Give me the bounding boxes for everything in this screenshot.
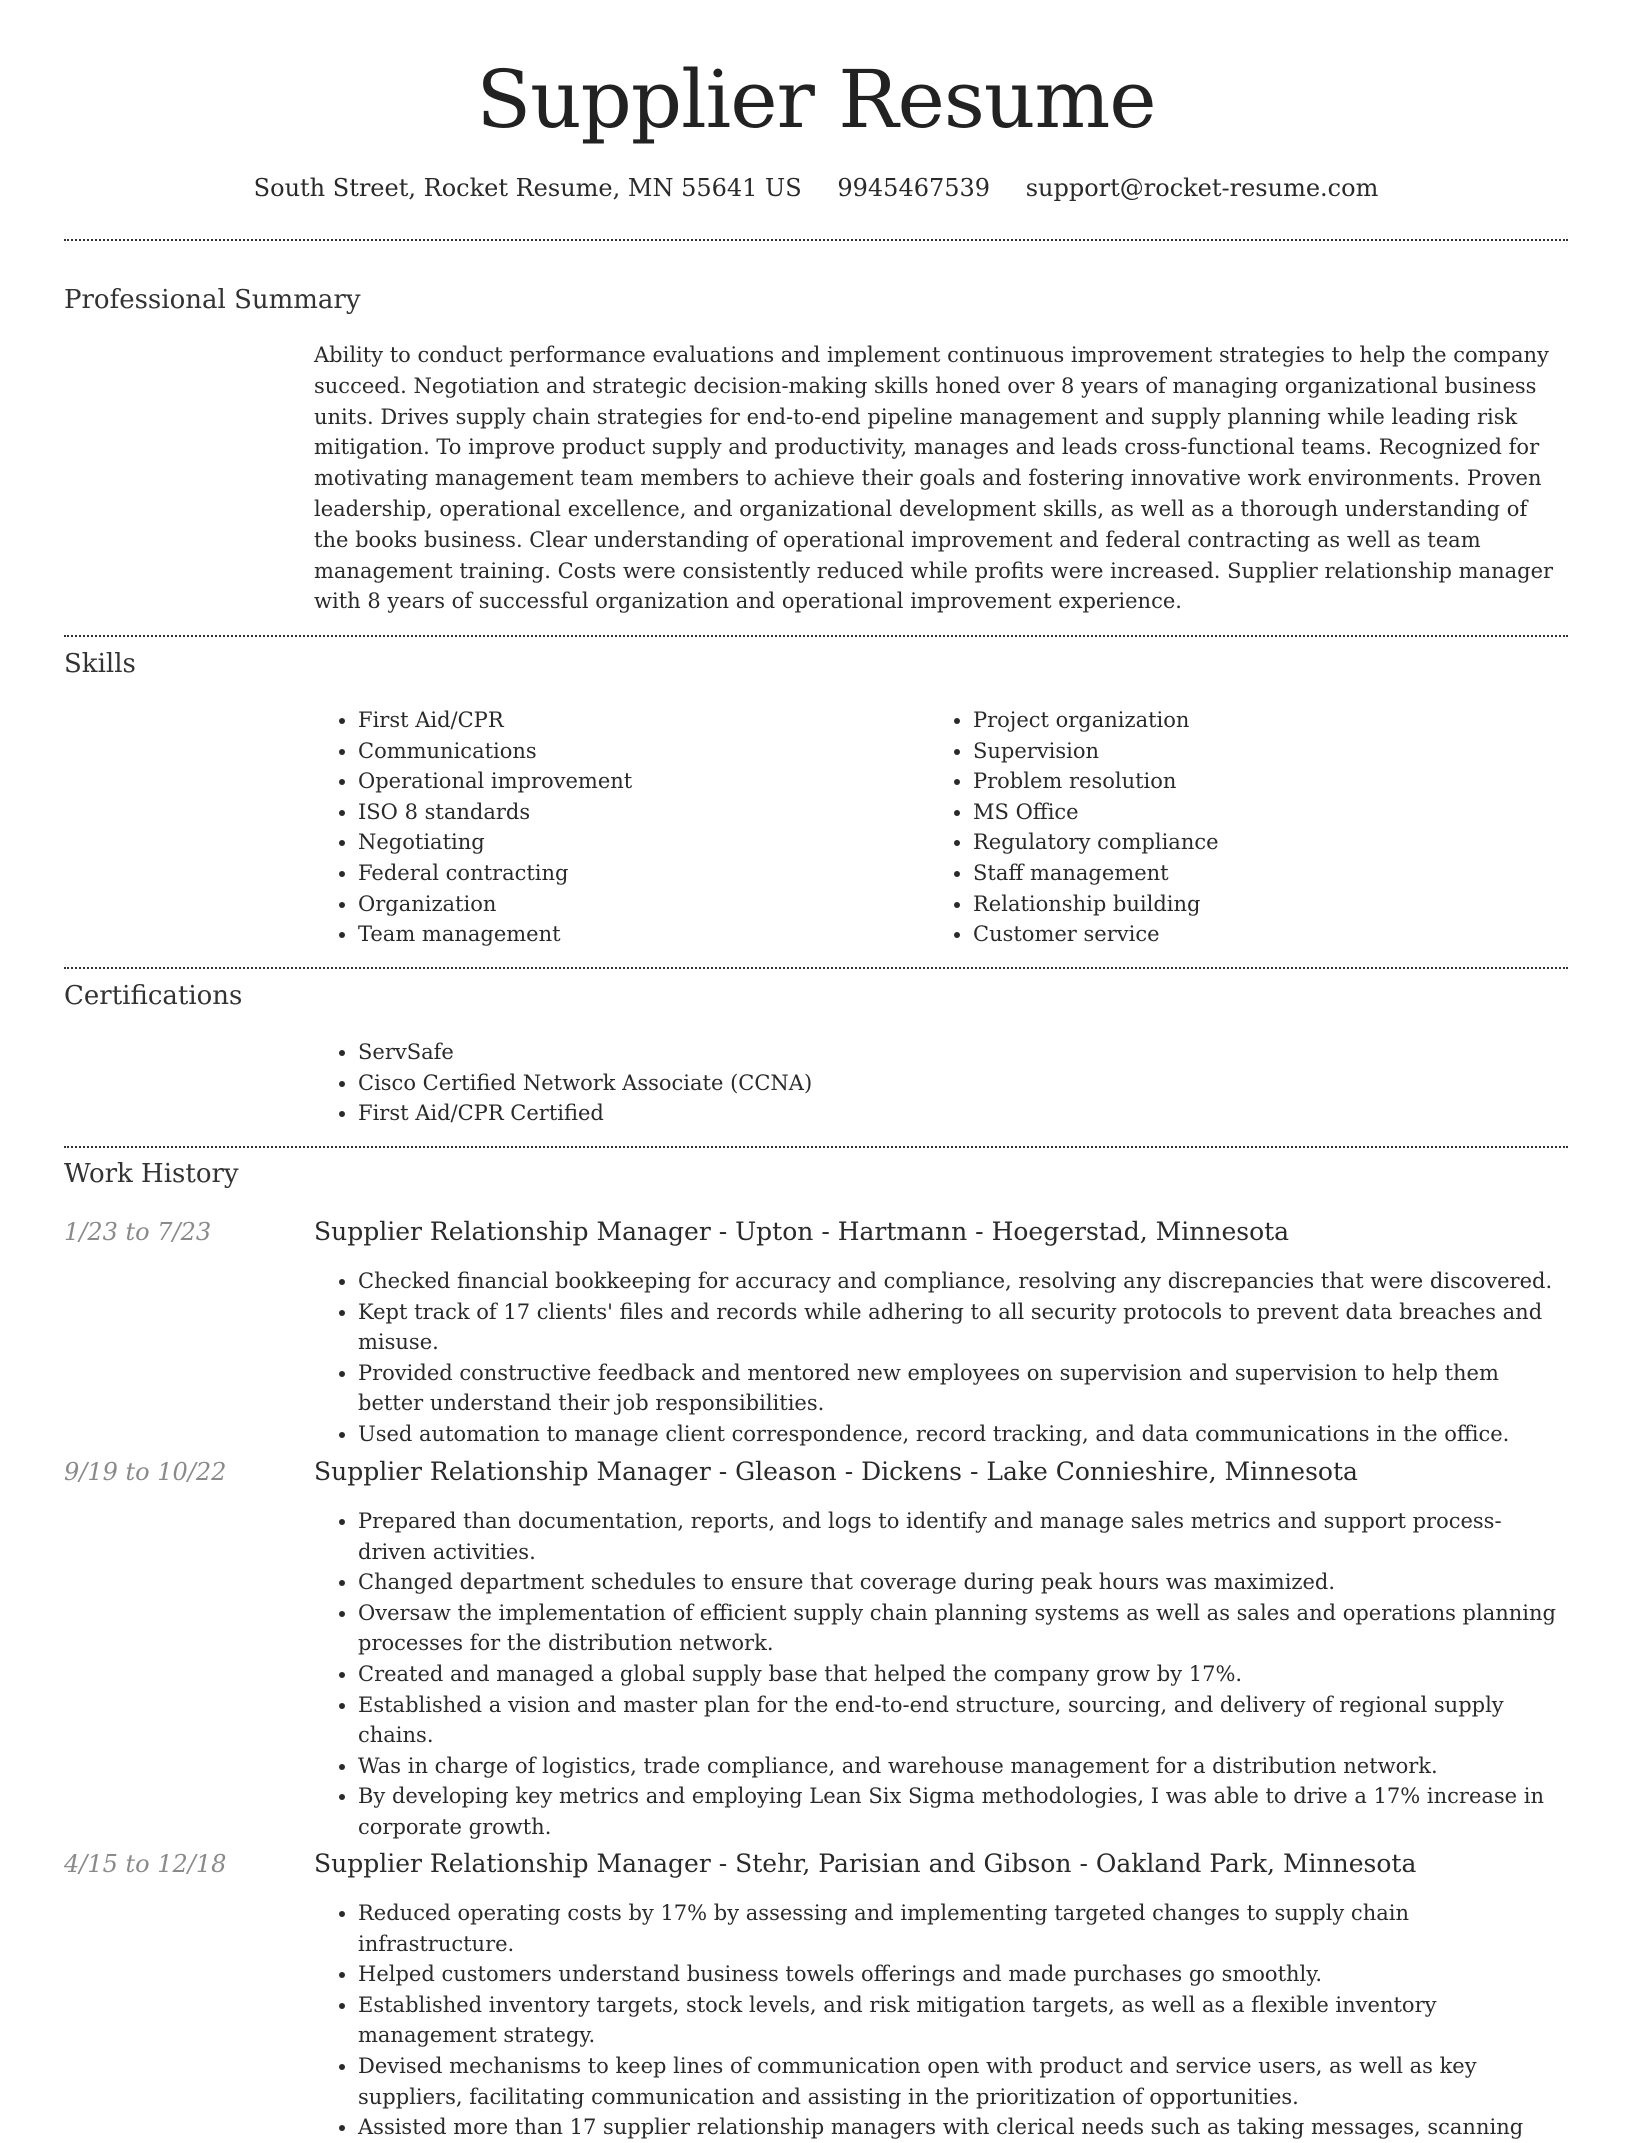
summary-text: Ability to conduct performance evaluations and implement continuous improvement strategies to help the company succeed. Negotiation and strategic decision-making skills honed over 8 years of managing organizational business units. Drives supply chain strategies for end-to-end pipeline management and supply planning while leading risk mitigation. To improve product supply and productivity, manages and leads cross-functional teams. Recognized for motivating management team members to achieve their goals and fostering innovative work environments. Proven leadership, operational excellence, and organizational development skills, as well as a thorough understanding of the books business. Clear understanding of operational improvement and federal contracting as well as team management training. Costs were consistently reduced while profits were increased. Supplier relationship manager with 8 years of successful organization and operational improvement experience.: [314, 343, 1554, 614]
job-responsibilities: [314, 1506, 1568, 1843]
contact-email: support@rocket-resume.com: [1025, 174, 1379, 202]
job-responsibilities: [314, 1266, 1568, 1450]
job-bullet: • Checked financial bookkeeping for accuracy and compliance, resolving any discrepancies that were discovered.: [358, 1266, 1568, 1297]
skill-item: • First Aid/CPR: [358, 705, 929, 736]
summary-section: [314, 340, 1568, 617]
job-bullet: • Prepared than documentation, reports, and logs to identify and manage sales metrics and support process-driven activities.: [358, 1506, 1568, 1567]
job-title: Supplier Relationship Manager - Upton - Hartmann - Hoegerstad, Minnesota: [314, 1217, 1290, 1246]
skill-item: • Project organization: [973, 705, 1544, 736]
certification-item: • First Aid/CPR Certified: [358, 1098, 1568, 1129]
skill-item: • Negotiating: [358, 827, 929, 858]
work-history-heading: Work History: [64, 1159, 239, 1189]
job-dates: 1/23 to 7/23: [64, 1218, 212, 1246]
section-divider: [64, 967, 1568, 969]
skill-item: • Problem resolution: [973, 766, 1544, 797]
job-dates: 9/19 to 10/22: [64, 1458, 227, 1486]
job-dates: 4/15 to 12/18: [64, 1850, 227, 1878]
skill-item: • Communications: [358, 736, 929, 767]
job-bullet: • Created and managed a global supply base that helped the company grow by 17%.: [358, 1659, 1568, 1690]
skill-item: • Customer service: [973, 919, 1544, 950]
job-bullet: • Established a vision and master plan for the end-to-end structure, sourcing, and delivery of regional supply chains.: [358, 1690, 1568, 1751]
job-bullet: • Devised mechanisms to keep lines of communication open with product and service users, as well as key suppliers, facilitating communication and assisting in the prioritization of opportunities.: [358, 2051, 1568, 2112]
skills-column-left: [314, 705, 929, 950]
job-bullet: • Assisted more than 17 supplier relationship managers with clerical needs such as taking messages, scanning: [358, 2112, 1568, 2143]
contact-address: South Street, Rocket Resume, MN 55641 US: [253, 174, 802, 202]
summary-heading: Professional Summary: [64, 285, 361, 315]
job-bullet: • Provided constructive feedback and mentored new employees on supervision and supervision to help them better understand their job responsibilities.: [358, 1358, 1568, 1419]
skill-item: • Operational improvement: [358, 766, 929, 797]
skill-item: • Team management: [358, 919, 929, 950]
skill-item: • Supervision: [973, 736, 1544, 767]
skill-item: • ISO 8 standards: [358, 797, 929, 828]
job-title: Supplier Relationship Manager - Gleason - Dickens - Lake Connieshire, Minnesota: [314, 1457, 1358, 1486]
skill-item: • MS Office: [973, 797, 1544, 828]
contact-line: [64, 172, 1568, 204]
job-title: Supplier Relationship Manager - Stehr, Parisian and Gibson - Oakland Park, Minnesota: [314, 1849, 1417, 1878]
skills-column-right: [929, 705, 1544, 950]
job-bullet: • Was in charge of logistics, trade compliance, and warehouse management for a distribution network.: [358, 1751, 1568, 1782]
skill-item: • Regulatory compliance: [973, 827, 1544, 858]
section-divider: [64, 635, 1568, 637]
section-divider: [64, 239, 1568, 241]
job-responsibilities: [314, 1898, 1568, 2143]
skill-item: • Relationship building: [973, 889, 1544, 920]
certifications-heading: Certifications: [64, 981, 243, 1011]
resume-title: Supplier Resume: [476, 53, 1156, 146]
job-bullet: • Oversaw the implementation of efficient supply chain planning systems as well as sales and operations planning processes for the distribution network.: [358, 1598, 1568, 1659]
certification-item: • ServSafe: [358, 1037, 1568, 1068]
job-bullet: • Used automation to manage client correspondence, record tracking, and data communications in the office.: [358, 1419, 1568, 1450]
job-bullet: • Established inventory targets, stock levels, and risk mitigation targets, as well as a flexible inventory management strategy.: [358, 1990, 1568, 2051]
job-bullet: • Helped customers understand business towels offerings and made purchases go smoothly.: [358, 1959, 1568, 1990]
section-divider: [64, 1146, 1568, 1148]
skill-item: • Staff management: [973, 858, 1544, 889]
certification-item: • Cisco Certified Network Associate (CCNA): [358, 1068, 1568, 1099]
job-bullet: • Kept track of 17 clients' files and records while adhering to all security protocols to prevent data breaches and misuse.: [358, 1297, 1568, 1358]
skills-heading: Skills: [64, 649, 136, 679]
skill-item: • Federal contracting: [358, 858, 929, 889]
job-bullet: • Changed department schedules to ensure that coverage during peak hours was maximized.: [358, 1567, 1568, 1598]
job-bullet: • Reduced operating costs by 17% by assessing and implementing targeted changes to supply chain infrastructure.: [358, 1898, 1568, 1959]
skill-item: • Organization: [358, 889, 929, 920]
job-bullet: • By developing key metrics and employing Lean Six Sigma methodologies, I was able to drive a 17% increase in corporate growth.: [358, 1781, 1568, 1842]
certifications-section: [314, 1037, 1568, 1129]
contact-phone: 9945467539: [837, 174, 991, 202]
